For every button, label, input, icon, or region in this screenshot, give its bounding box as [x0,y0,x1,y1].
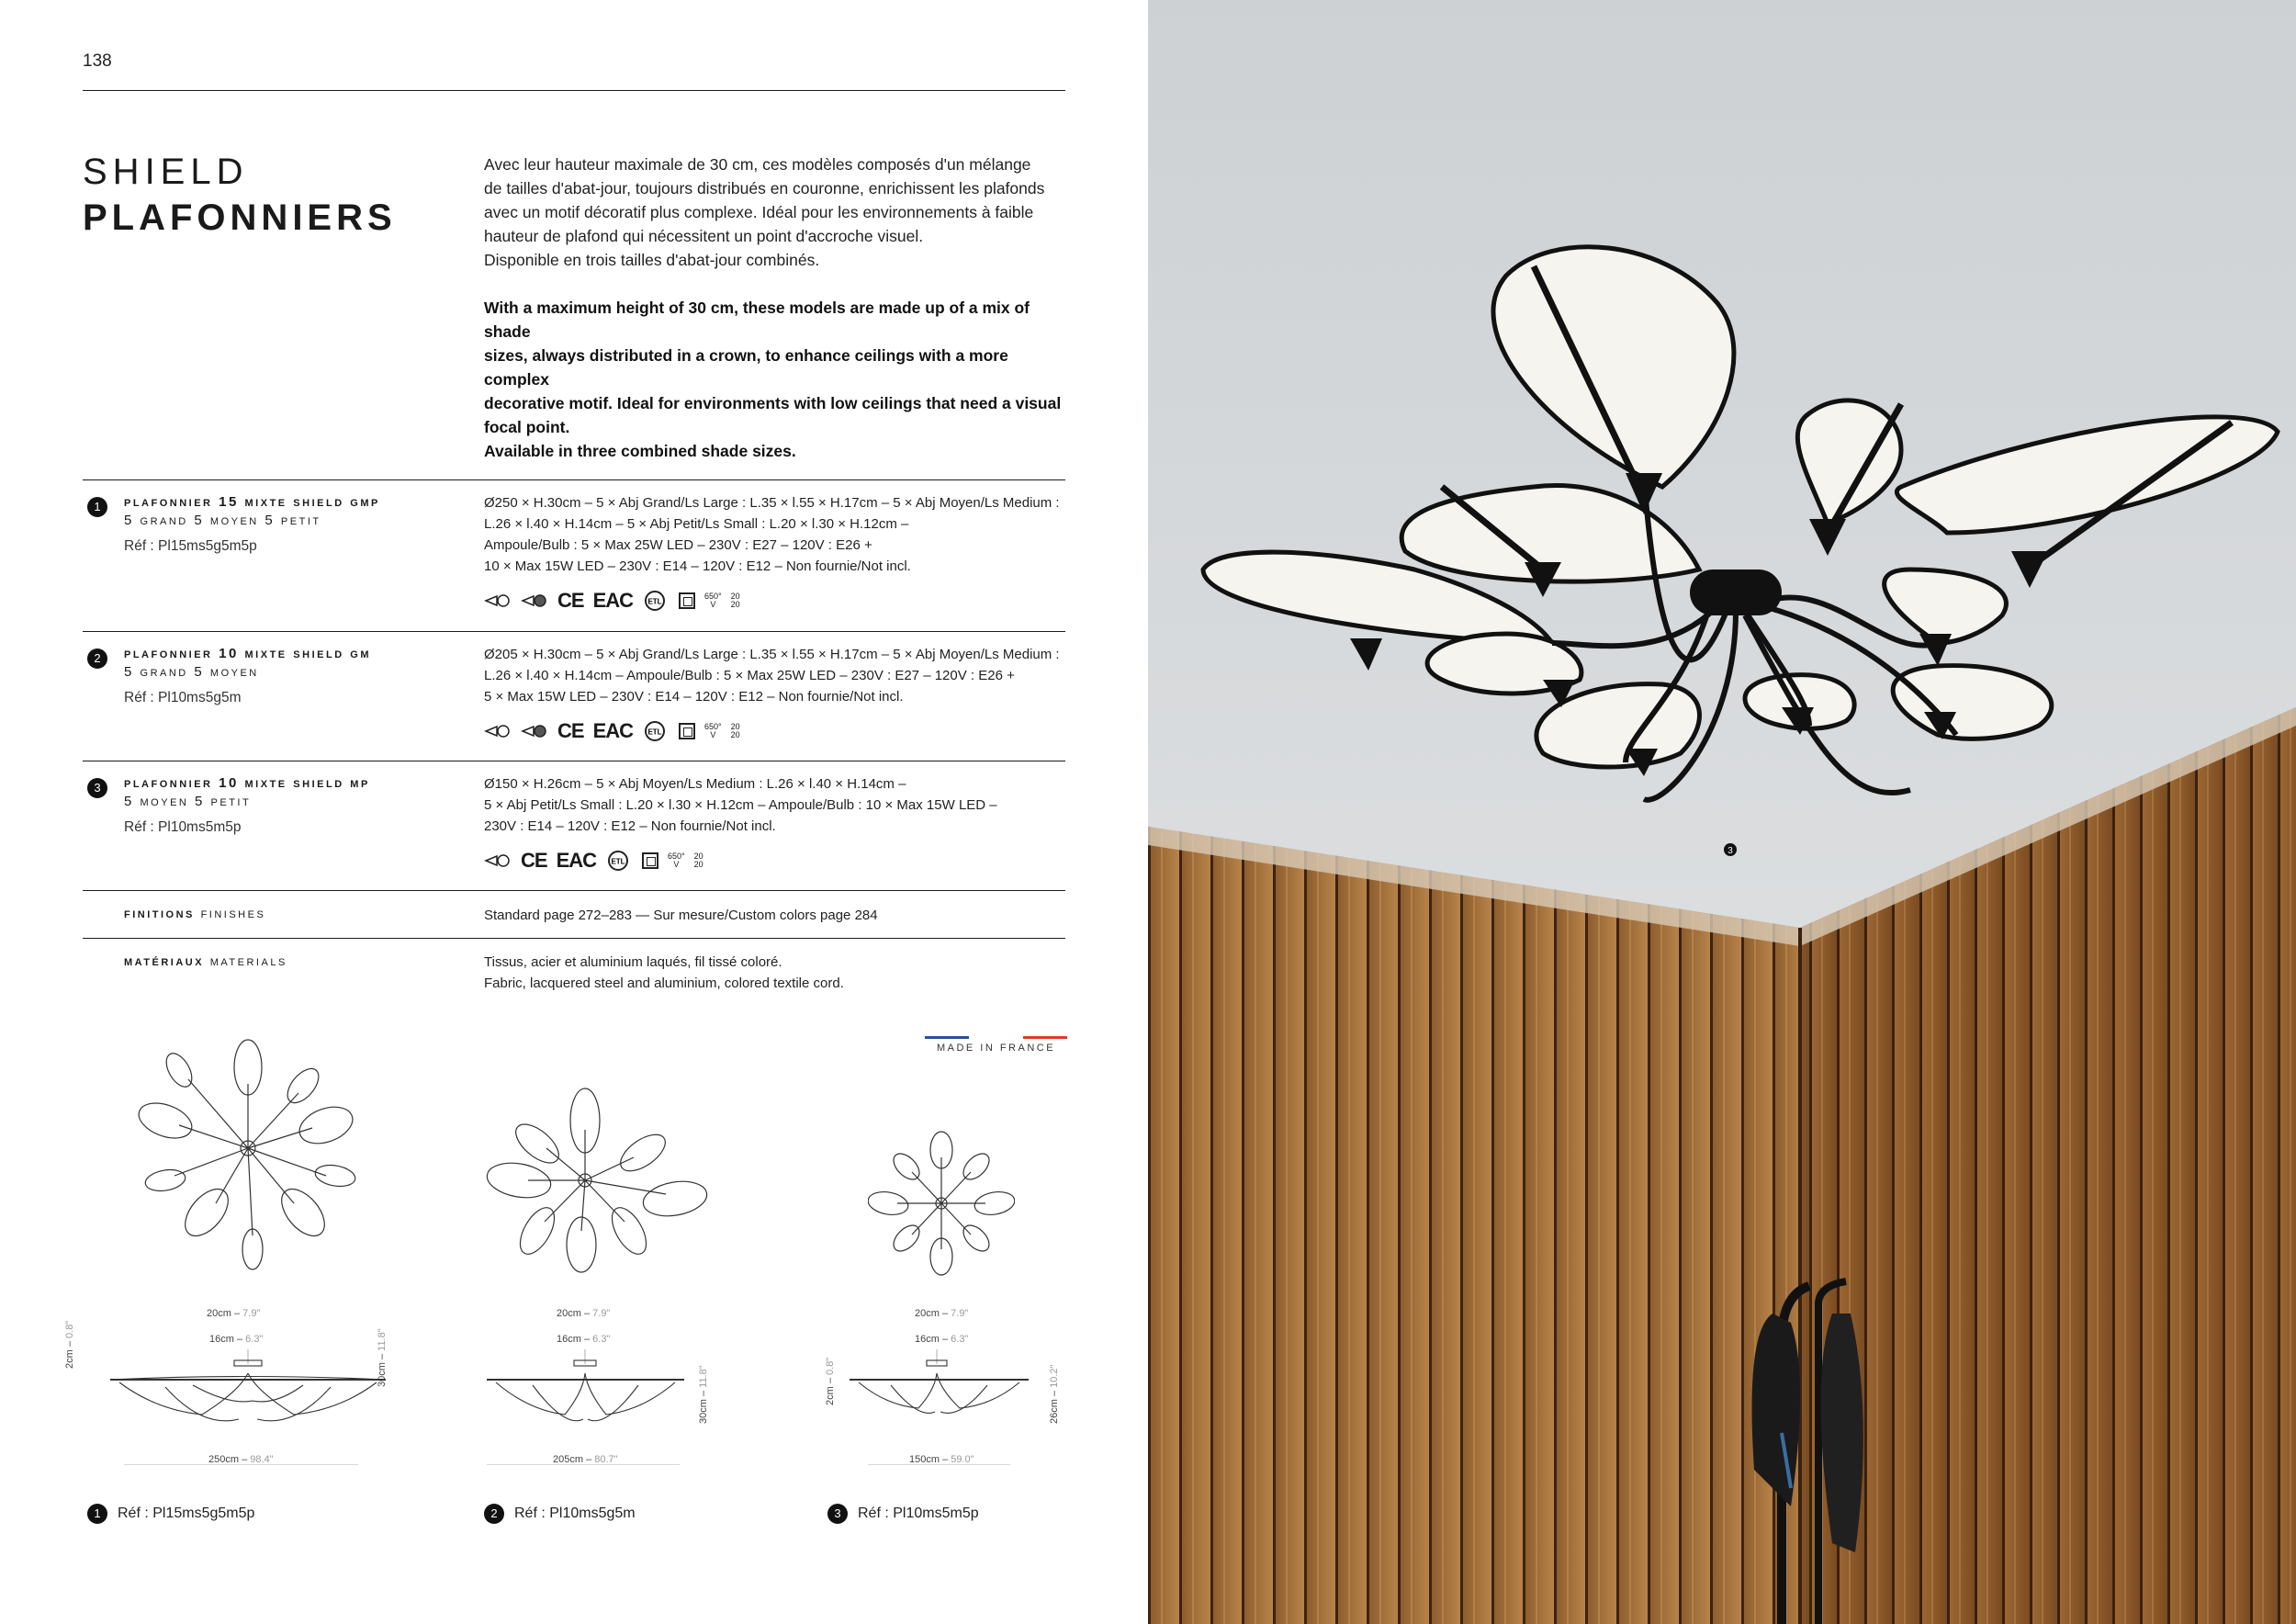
eac-mark-icon: EAC [592,589,634,612]
dim-inch: 7.9" [592,1308,611,1319]
glow-wire-label: 650° [704,722,722,731]
finishes-label-fr: finitions [124,906,195,921]
spec-line: Ø205 × H.30cm – 5 × Abj Grand/Ls Large : L.35 × l.55 × H.17cm – 5 × Abj Moyen/Ls Medium : [484,647,1060,662]
glow-wire-v: V [710,730,716,739]
dim-value: 205cm [553,1454,584,1465]
dim-value: 26cm [1049,1399,1060,1424]
bulb-icon [484,592,512,609]
dim-value: 16cm [209,1334,234,1345]
dim-inch: 11.8" [698,1365,709,1388]
made-in-france-text: MADE IN FRANCE [936,1043,1056,1054]
finishes-value: Standard page 272–283 — Sur mesure/Custom colors page 284 [484,908,878,923]
title-line2: PLAFONNIERS [83,197,397,238]
side-view-drawing-3 [845,1346,1047,1465]
intro-text [484,152,1072,463]
dim-inch: 0.8" [825,1357,836,1375]
glow-wire-label: 650° [668,851,685,861]
dim-value: 20cm [557,1308,581,1319]
etl-mark-icon [642,590,670,612]
rating-bottom: 20 [730,600,740,609]
finishes-label [124,906,265,921]
finishes-rule [83,890,1065,891]
dim-base-1: 16cm – 6.3" [209,1334,264,1345]
drawing-ref: Réf : Pl10ms5m5p [858,1506,979,1521]
spec-line: 5 × Max 15W LED – 230V : E14 – 120V : E12 – Non fournie/Not incl. [484,689,904,705]
header-rule [83,90,1065,91]
made-in-france-badge [925,1036,1067,1054]
product-shade-mix: 5 moyen 5 petit [124,794,252,809]
intro-fr-line: de tailles d'abat-jour, toujours distribués en couronne, enrichissent les plafonds [484,179,1045,197]
dim-inch: 7.9" [242,1308,261,1319]
dim-value: 20cm [207,1308,231,1319]
product-specs [484,773,1072,837]
dim-width-3: 150cm – 59.0" [909,1454,974,1465]
glow-wire-icon [668,852,685,869]
etl-label: ETL [647,597,662,606]
glow-wire-icon [704,592,722,609]
dim-height-1: 30cm – 11.8" [377,1328,388,1387]
intro-en-line: focal point. [484,418,570,436]
dim-inch: 80.7" [594,1454,618,1465]
intro-en-line: With a maximum height of 30 cm, these models are made up of a mix of shade [484,299,1030,341]
glow-wire-v: V [673,860,680,869]
dim-value: 2cm [825,1386,836,1405]
dim-base-3: 16cm – 6.3" [915,1334,969,1345]
intro-en-line: Available in three combined shade sizes. [484,442,796,460]
dim-canopy-1: 20cm – 7.9" [207,1308,261,1319]
spec-line: Ø150 × H.26cm – 5 × Abj Moyen/Ls Medium : L.26 × l.40 × H.14cm – [484,776,906,792]
rating-bottom: 20 [693,860,703,869]
bulb-icon [484,723,512,739]
certification-icons [484,718,740,744]
intro-fr-line: Disponible en trois tailles d'abat-jour combinés. [484,251,820,269]
dim-canopy-2: 20cm – 7.9" [557,1308,611,1319]
dim-width-1: 250cm – 98.4" [208,1454,274,1465]
bulb-led-icon [521,723,548,739]
etl-mark-icon [642,720,670,742]
dim-inch: 11.8" [377,1328,388,1351]
dim-value: 2cm [64,1349,75,1369]
drawing-number-badge: 1 [87,1504,107,1524]
class-ii-icon [642,852,658,869]
dim-base-2: 16cm – 6.3" [557,1334,611,1345]
product-shade-mix: 5 grand 5 moyen 5 petit [124,513,321,528]
dim-height-2: 30cm – 11.8" [698,1365,709,1424]
dim-inch: 59.0" [951,1454,974,1465]
intro-fr-line: Avec leur hauteur maximale de 30 cm, ces modèles composés d'un mélange [484,155,1031,174]
page-number: 138 [83,51,112,71]
product-number-badge: 1 [87,497,107,517]
glow-wire-icon [704,723,722,739]
drawing-number-badge: 3 [827,1504,848,1524]
etl-label: ETL [611,857,625,866]
product-number-badge: 2 [87,648,107,669]
dim-canopy-3: 20cm – 7.9" [915,1308,969,1319]
rating-icon [731,723,740,739]
title-line1: SHIELD [83,152,249,192]
materials-rule [83,938,1065,939]
bulb-led-icon [521,592,548,609]
dim-inch: 6.3" [951,1334,969,1345]
materials-fr: Tissus, acier et aluminium laqués, fil tissé coloré. [484,954,782,970]
class-ii-icon [679,723,695,739]
side-view-drawing-1 [101,1346,404,1465]
flag-blue-stripe [925,1036,969,1039]
class-ii-icon [679,592,695,609]
dim-inch: 98.4" [250,1454,274,1465]
finishes-label-en: finishes [200,906,266,921]
spec-line: Ampoule/Bulb : 5 × Max 25W LED – 230V : E27 – 120V : E26 + [484,537,872,553]
materials-en: Fabric, lacquered steel and aluminium, colored textile cord. [484,976,844,991]
dim-value: 20cm [915,1308,940,1319]
eac-mark-icon: EAC [592,719,634,742]
dim-drop-1: 2cm – 0.8" [64,1320,75,1369]
etl-label: ETL [647,727,662,737]
drawing-number-badge: 2 [484,1504,504,1524]
dim-width-2: 205cm – 80.7" [553,1454,618,1465]
etl-mark-icon [605,850,633,872]
side-view-drawing-2 [482,1346,693,1465]
dim-inch: 6.3" [592,1334,611,1345]
product-number-badge: 3 [87,778,107,798]
spec-line: 10 × Max 15W LED – 230V : E14 – 120V : E12 – Non fournie/Not incl. [484,558,911,574]
dim-value: 30cm [698,1399,709,1424]
rating-icon [731,592,740,609]
dim-inch: 10.2" [1049,1364,1060,1388]
product-specs [484,644,1072,707]
ce-mark-icon: CE [521,849,547,872]
materials-label-fr: matériaux [124,953,205,969]
dim-value: 16cm [915,1334,940,1345]
dim-inch: 7.9" [951,1308,969,1319]
dim-inch: 6.3" [245,1334,264,1345]
dim-value: 30cm [377,1362,388,1387]
product-ref: Réf : Pl10ms5m5p [124,819,242,835]
product-ref: Réf : Pl10ms5g5m [124,690,242,705]
drawing-ref: Réf : Pl10ms5g5m [514,1506,636,1521]
french-flag-icon [925,1036,1067,1039]
materials-label-en: materials [209,953,287,969]
intro-fr-line: hauteur de plafond qui nécessitent un point d'accroche visuel. [484,227,924,245]
spec-line: L.26 × l.40 × H.14cm – Ampoule/Bulb : 5 × Max 25W LED – 230V : E27 – 120V : E26 + [484,668,1015,683]
certification-icons [484,848,703,874]
spec-line: 230V : E14 – 120V : E12 – Non fournie/Not incl. [484,818,776,834]
dim-inch: 0.8" [64,1320,75,1338]
product-specs [484,492,1072,577]
rating-top: 20 [730,722,740,731]
product-rule [83,479,1065,480]
top-view-drawing-1 [129,1029,367,1277]
spec-line: 5 × Abj Petit/Ls Small : L.20 × l.30 × H.12cm – Ampoule/Bulb : 10 × Max 15W LED – [484,797,997,813]
product-shade-mix: 5 grand 5 moyen [124,664,259,680]
intro-fr-line: avec un motif décoratif plus complexe. Idéal pour les environnements à faible [484,203,1034,221]
top-view-drawing-3 [868,1130,1015,1277]
product-ref: Réf : Pl15ms5g5m5p [124,538,257,554]
materials-label [124,953,287,969]
rating-icon [694,852,703,869]
product-name: plafonnier 10 mixte shield mp [124,775,370,791]
drawing-ref: Réf : Pl15ms5g5m5p [118,1506,255,1521]
bulb-icon [484,852,512,869]
product-rule [83,631,1065,632]
dim-value: 150cm [909,1454,940,1465]
product-name: plafonnier 15 mixte shield gmp [124,494,380,510]
dim-value: 250cm [208,1454,240,1465]
photo-marker: 3 [1728,846,1733,856]
intro-en-line: decorative motif. Ideal for environments with low ceilings that need a visual [484,394,1062,412]
eac-mark-icon: EAC [556,849,597,872]
dim-height-3: 26cm – 10.2" [1049,1364,1060,1424]
glow-wire-label: 650° [704,592,722,601]
spec-line: Ø250 × H.30cm – 5 × Abj Grand/Ls Large : L.35 × l.55 × H.17cm – 5 × Abj Moyen/Ls Medium : [484,495,1060,511]
rating-bottom: 20 [730,730,740,739]
rating-top: 20 [730,592,740,601]
dim-value: 16cm [557,1334,581,1345]
ce-mark-icon: CE [557,589,584,612]
product-photo [1148,0,2296,1624]
certification-icons [484,588,740,614]
top-view-drawing-2 [482,1084,721,1277]
materials-value [484,952,844,994]
glow-wire-v: V [710,600,716,609]
product-name: plafonnier 10 mixte shield gm [124,646,372,661]
intro-en-line: sizes, always distributed in a crown, to enhance ceilings with a more complex [484,346,1008,389]
ce-mark-icon: CE [557,719,584,742]
dim-drop-3: 2cm – 0.8" [825,1357,836,1405]
rating-top: 20 [693,851,703,861]
flag-red-stripe [1023,1036,1067,1039]
spec-line: L.26 × l.40 × H.14cm – 5 × Abj Petit/Ls Small : L.20 × l.30 × H.12cm – [484,516,909,532]
